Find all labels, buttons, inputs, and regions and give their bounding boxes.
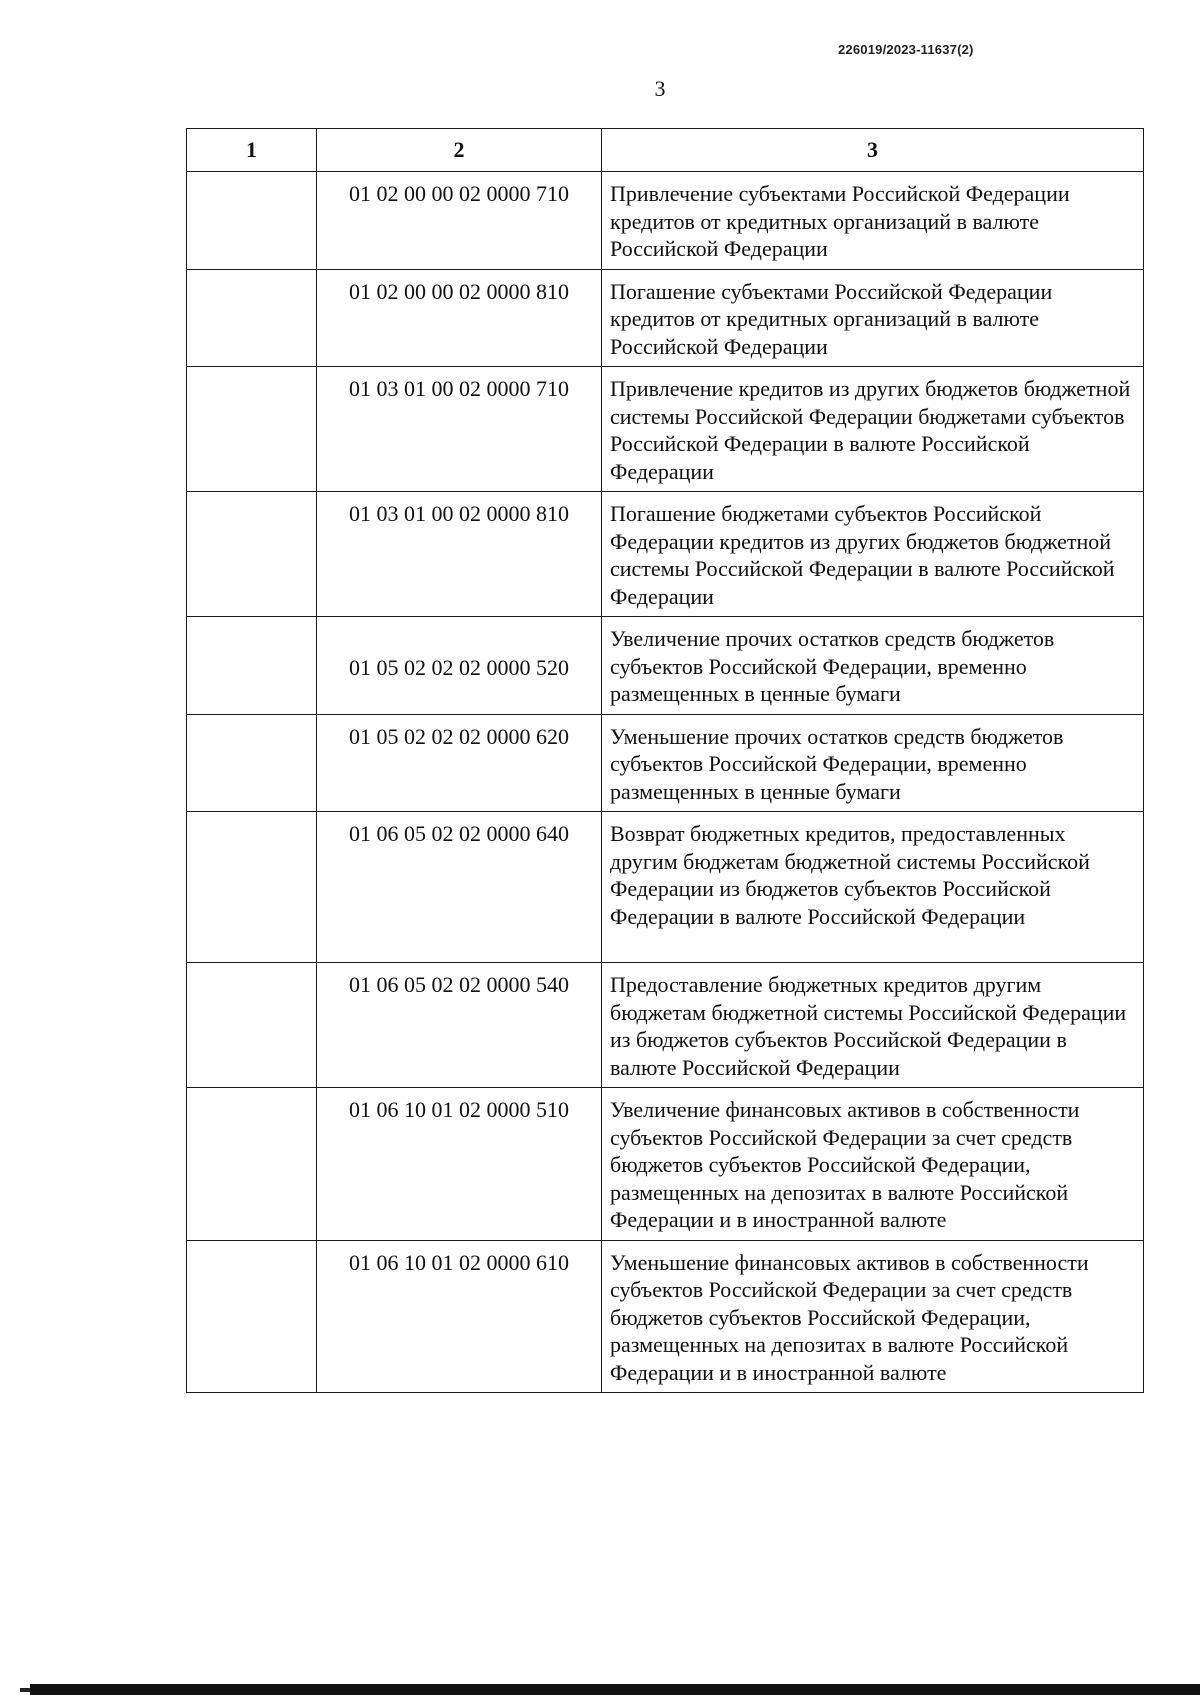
description-cell: Увеличение прочих остатков средств бюджетов субъектов Российской Федерации, временно размещенных в ценные бумаги xyxy=(602,617,1144,715)
table-row xyxy=(187,172,1144,270)
budget-codes-table xyxy=(186,128,1144,1393)
budget-code-cell: 01 02 00 00 02 0000 810 xyxy=(317,269,602,367)
budget-code-cell: 01 06 10 01 02 0000 610 xyxy=(317,1240,602,1393)
row-col1-cell xyxy=(187,963,317,1088)
description-cell: Уменьшение финансовых активов в собственности субъектов Российской Федерации за счет средств бюджетов субъектов Российской Федерации, размещенных на депозитах в валюте Российской Федерации и в иностранной валюте xyxy=(602,1240,1144,1393)
row-col1-cell xyxy=(187,714,317,812)
row-col1-cell xyxy=(187,1240,317,1393)
budget-code-cell: 01 03 01 00 02 0000 710 xyxy=(317,367,602,492)
table-row xyxy=(187,1240,1144,1393)
budget-code-cell: 01 03 01 00 02 0000 810 xyxy=(317,492,602,617)
description-cell: Предоставление бюджетных кредитов другим бюджетам бюджетной системы Российской Федерации из бюджетов субъектов Российской Федерации в валюте Российской Федерации xyxy=(602,963,1144,1088)
column-header-3: 3 xyxy=(602,129,1144,172)
row-col1-cell xyxy=(187,617,317,715)
description-cell: Привлечение кредитов из других бюджетов бюджетной системы Российской Федерации бюджетами субъектов Российской Федерации в валюте Российской Федерации xyxy=(602,367,1144,492)
table-row xyxy=(187,714,1144,812)
description-cell: Привлечение субъектами Российской Федерации кредитов от кредитных организаций в валюте Российской Федерации xyxy=(602,172,1144,270)
table-row xyxy=(187,269,1144,367)
table-row xyxy=(187,812,1144,963)
budget-code-cell: 01 05 02 02 02 0000 520 xyxy=(317,617,602,715)
description-cell: Увеличение финансовых активов в собственности субъектов Российской Федерации за счет средств бюджетов субъектов Российской Федерации, размещенных на депозитах в валюте Российской Федерации и в иностранной валюте xyxy=(602,1088,1144,1241)
budget-code-cell: 01 06 10 01 02 0000 510 xyxy=(317,1088,602,1241)
table-row xyxy=(187,1088,1144,1241)
description-cell: Возврат бюджетных кредитов, предоставленных другим бюджетам бюджетной системы Российской Федерации из бюджетов субъектов Российской Федерации в валюте Российской Федерации xyxy=(602,812,1144,963)
description-cell: Погашение субъектами Российской Федерации кредитов от кредитных организаций в валюте Российской Федерации xyxy=(602,269,1144,367)
row-col1-cell xyxy=(187,1088,317,1241)
column-header-1: 1 xyxy=(187,129,317,172)
description-cell: Погашение бюджетами субъектов Российской Федерации кредитов из других бюджетов бюджетной системы Российской Федерации в валюте Российской Федерации xyxy=(602,492,1144,617)
row-col1-cell xyxy=(187,812,317,963)
description-cell: Уменьшение прочих остатков средств бюджетов субъектов Российской Федерации, временно размещенных в ценные бумаги xyxy=(602,714,1144,812)
column-header-2: 2 xyxy=(317,129,602,172)
table-row xyxy=(187,963,1144,1088)
row-col1-cell xyxy=(187,367,317,492)
budget-code-cell: 01 06 05 02 02 0000 640 xyxy=(317,812,602,963)
row-col1-cell xyxy=(187,492,317,617)
row-col1-cell xyxy=(187,172,317,270)
page-number: 3 xyxy=(654,76,666,101)
document-id: 226019/2023-11637(2) xyxy=(838,42,974,57)
budget-code-cell: 01 05 02 02 02 0000 620 xyxy=(317,714,602,812)
budget-code-cell: 01 02 00 00 02 0000 710 xyxy=(317,172,602,270)
budget-code-cell: 01 06 05 02 02 0000 540 xyxy=(317,963,602,1088)
table-row xyxy=(187,617,1144,715)
scan-edge-bar xyxy=(30,1684,1200,1695)
table-row xyxy=(187,492,1144,617)
table-header-row xyxy=(187,129,1144,172)
row-col1-cell xyxy=(187,269,317,367)
table-row xyxy=(187,367,1144,492)
